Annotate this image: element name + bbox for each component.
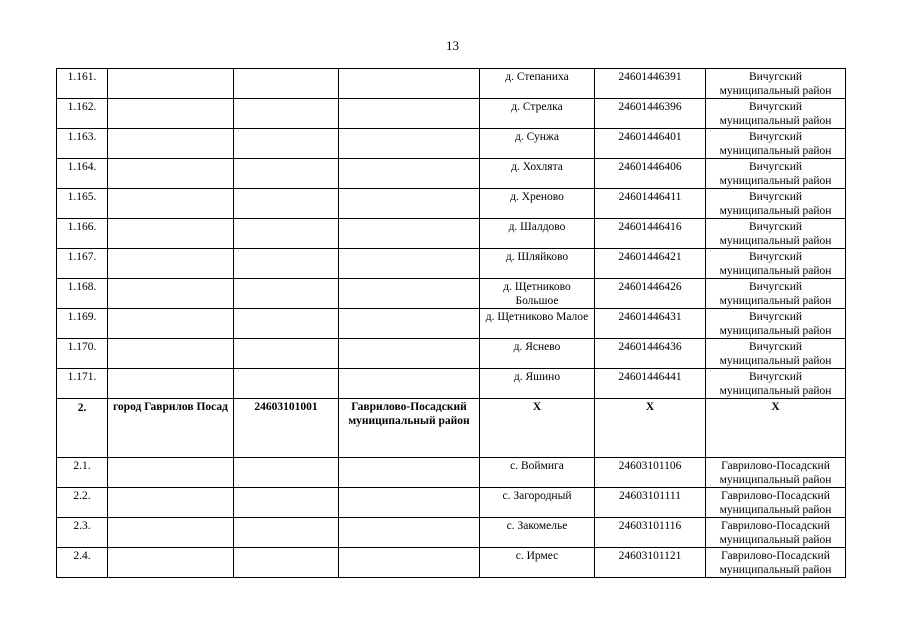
city-district-cell <box>339 309 480 339</box>
city-code-cell <box>234 159 339 189</box>
oktmo-code: 24601446401 <box>595 129 706 159</box>
row-number: 1.165. <box>57 189 108 219</box>
settlement-name: X <box>480 399 595 458</box>
settlement-name: с. Загородный <box>480 488 595 518</box>
oktmo-code: 24601446431 <box>595 309 706 339</box>
city-cell <box>108 69 234 99</box>
city-code-cell <box>234 129 339 159</box>
table-row <box>57 219 846 249</box>
city-cell <box>108 488 234 518</box>
city-cell <box>108 369 234 399</box>
city-cell <box>108 279 234 309</box>
row-number: 2. <box>57 399 108 458</box>
row-number: 1.162. <box>57 99 108 129</box>
city-code-cell <box>234 189 339 219</box>
oktmo-code: 24601446396 <box>595 99 706 129</box>
city-cell <box>108 249 234 279</box>
row-number: 1.170. <box>57 339 108 369</box>
row-number: 1.168. <box>57 279 108 309</box>
oktmo-code: 24601446441 <box>595 369 706 399</box>
city-cell <box>108 129 234 159</box>
city-cell <box>108 189 234 219</box>
row-number: 1.166. <box>57 219 108 249</box>
row-number: 2.1. <box>57 458 108 488</box>
settlement-name: д. Яшино <box>480 369 595 399</box>
table-row <box>57 249 846 279</box>
city-code-cell <box>234 99 339 129</box>
settlement-name: д. Яснево <box>480 339 595 369</box>
oktmo-code: 24603101116 <box>595 518 706 548</box>
city-cell <box>108 339 234 369</box>
city-district-cell <box>339 69 480 99</box>
table-row <box>57 548 846 578</box>
district-name: Вичугский муниципальный район <box>706 339 846 369</box>
city-district-cell <box>339 189 480 219</box>
row-number: 2.3. <box>57 518 108 548</box>
settlement-name: д. Степаниха <box>480 69 595 99</box>
settlement-name: д. Шалдово <box>480 219 595 249</box>
city-district-cell <box>339 518 480 548</box>
city-district-cell: Гаврилово-Посадский муниципальный район <box>339 399 480 458</box>
oktmo-code: 24603101111 <box>595 488 706 518</box>
district-name: Вичугский муниципальный район <box>706 69 846 99</box>
table-row <box>57 159 846 189</box>
district-name: Вичугский муниципальный район <box>706 129 846 159</box>
city-code-cell <box>234 518 339 548</box>
table-row-city-heading <box>57 399 846 458</box>
settlement-name: с. Ирмес <box>480 548 595 578</box>
oktmo-code: 24603101121 <box>595 548 706 578</box>
district-name: Вичугский муниципальный район <box>706 219 846 249</box>
city-district-cell <box>339 249 480 279</box>
row-number: 1.167. <box>57 249 108 279</box>
city-district-cell <box>339 488 480 518</box>
oktmo-code: 24603101106 <box>595 458 706 488</box>
page-number: 13 <box>446 38 459 53</box>
district-name: Вичугский муниципальный район <box>706 249 846 279</box>
city-code-cell <box>234 488 339 518</box>
city-code-cell: 24603101001 <box>234 399 339 458</box>
table-row <box>57 69 846 99</box>
district-name: Вичугский муниципальный район <box>706 159 846 189</box>
city-cell <box>108 548 234 578</box>
city-district-cell <box>339 279 480 309</box>
table-row <box>57 458 846 488</box>
table-row <box>57 518 846 548</box>
district-name: Гаврилово-Посадский муниципальный район <box>706 488 846 518</box>
city-code-cell <box>234 309 339 339</box>
city-district-cell <box>339 339 480 369</box>
district-name: Вичугский муниципальный район <box>706 309 846 339</box>
city-code-cell <box>234 69 339 99</box>
district-name: Вичугский муниципальный район <box>706 279 846 309</box>
city-code-cell <box>234 458 339 488</box>
city-code-cell <box>234 219 339 249</box>
table-row <box>57 339 846 369</box>
city-cell <box>108 458 234 488</box>
city-cell <box>108 99 234 129</box>
oktmo-code: 24601446406 <box>595 159 706 189</box>
table-row <box>57 279 846 309</box>
table-row <box>57 129 846 159</box>
settlements-table <box>56 68 846 578</box>
city-code-cell <box>234 339 339 369</box>
settlement-name: д. Щетниково Большое <box>480 279 595 309</box>
district-name: X <box>706 399 846 458</box>
district-name: Вичугский муниципальный район <box>706 189 846 219</box>
city-code-cell <box>234 279 339 309</box>
row-number: 2.2. <box>57 488 108 518</box>
city-district-cell <box>339 159 480 189</box>
city-cell <box>108 159 234 189</box>
city-code-cell <box>234 548 339 578</box>
row-number: 1.164. <box>57 159 108 189</box>
oktmo-code: 24601446391 <box>595 69 706 99</box>
city-code-cell <box>234 249 339 279</box>
district-name: Вичугский муниципальный район <box>706 369 846 399</box>
district-name: Гаврилово-Посадский муниципальный район <box>706 518 846 548</box>
city-cell: город Гаврилов Посад <box>108 399 234 458</box>
city-district-cell <box>339 219 480 249</box>
table-row <box>57 309 846 339</box>
table-row <box>57 99 846 129</box>
city-cell <box>108 219 234 249</box>
city-cell <box>108 309 234 339</box>
oktmo-code: 24601446416 <box>595 219 706 249</box>
city-district-cell <box>339 458 480 488</box>
settlement-name: с. Закомелье <box>480 518 595 548</box>
table-row <box>57 369 846 399</box>
city-district-cell <box>339 369 480 399</box>
row-number: 1.171. <box>57 369 108 399</box>
row-number: 2.4. <box>57 548 108 578</box>
row-number: 1.163. <box>57 129 108 159</box>
city-code-cell <box>234 369 339 399</box>
oktmo-code: 24601446411 <box>595 189 706 219</box>
city-district-cell <box>339 129 480 159</box>
oktmo-code: 24601446426 <box>595 279 706 309</box>
settlement-name: д. Стрелка <box>480 99 595 129</box>
district-name: Гаврилово-Посадский муниципальный район <box>706 548 846 578</box>
oktmo-code: 24601446421 <box>595 249 706 279</box>
city-cell <box>108 518 234 548</box>
settlement-name: д. Шляйково <box>480 249 595 279</box>
row-number: 1.161. <box>57 69 108 99</box>
oktmo-code: X <box>595 399 706 458</box>
table-row <box>57 189 846 219</box>
city-district-cell <box>339 99 480 129</box>
settlement-name: с. Воймига <box>480 458 595 488</box>
row-number: 1.169. <box>57 309 108 339</box>
settlement-name: д. Хохлята <box>480 159 595 189</box>
table-row <box>57 488 846 518</box>
oktmo-code: 24601446436 <box>595 339 706 369</box>
settlement-name: д. Щетниково Малое <box>480 309 595 339</box>
settlement-name: д. Хреново <box>480 189 595 219</box>
district-name: Гаврилово-Посадский муниципальный район <box>706 458 846 488</box>
city-district-cell <box>339 548 480 578</box>
settlement-name: д. Сунжа <box>480 129 595 159</box>
district-name: Вичугский муниципальный район <box>706 99 846 129</box>
